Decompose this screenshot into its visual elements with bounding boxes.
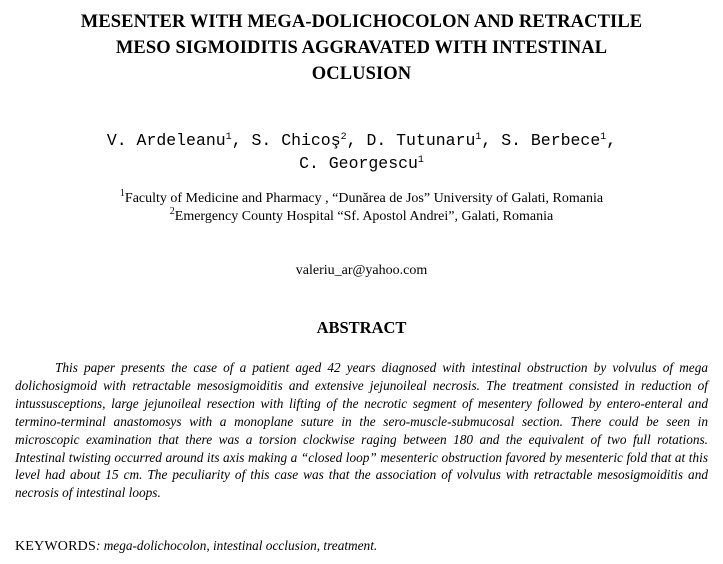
author-affiliation-mark: 1 — [225, 132, 232, 143]
author-line-1 — [20, 129, 703, 152]
author-line-2 — [20, 152, 703, 175]
author-affiliation-mark: 1 — [600, 132, 607, 143]
keywords-label: KEYWORDS — [15, 539, 96, 554]
author-separator: , — [606, 131, 617, 150]
title-line-1: MESENTER WITH MEGA-DOLICHOCOLON AND RETRACTILE — [80, 12, 643, 32]
author-affiliation-mark: 1 — [417, 155, 424, 166]
abstract-heading: ABSTRACT — [316, 318, 407, 337]
keywords-value: : mega-dolichocolon, intestinal occlusion, treatment. — [95, 538, 378, 553]
contact-email: valeriu_ar@yahoo.com — [295, 263, 428, 278]
author-separator: , — [481, 131, 502, 150]
author-affiliation-mark: 1 — [475, 132, 482, 143]
affiliation-text: Faculty of Medicine and Pharmacy , “Dunărea de Jos” University of Galati, Romania — [124, 191, 604, 206]
abstract-text: This paper presents the case of a patient aged 42 years diagnosed with intestinal obstruction by volvulus of mega dolichosigmoid with retractable mesosigmoiditis and extensive jejunoileal necrosis. The treatment consisted in reduction of intussusceptions, large jejunoileal resection with lifting of the necrotic segment of mesentery followed by entero-enteral and termino-terminal anastomosys with a monoplane suture in the sero-muscle-submucosal section. There could be seen in microscopic examination that there was a torsion clockwise raging between 180 and the equivalent of two full rotations. Intestinal twisting occurred around its axis making a “closed loop” mesenteric obstruction favored by mesenteric fold that at this level had about 15 cm. The peculiarity of this case was that the association of volvulus with retractable mesosigmoiditis and necrosis of intestinal loops. — [15, 360, 708, 501]
author-name: C. Georgescu — [299, 154, 418, 173]
author-name: S. Berbece — [501, 131, 601, 150]
author-separator: , — [346, 131, 367, 150]
title-line-2: MESO SIGMOIDITIS AGGRAVATED WITH INTESTINAL — [115, 38, 608, 58]
author-name: S. Chicoş — [251, 131, 341, 150]
paper-title — [20, 9, 703, 87]
title-line-3: OCLUSION — [311, 64, 412, 84]
author-separator: , — [231, 131, 252, 150]
affiliation-text: Emergency County Hospital “Sf. Apostol Andrei”, Galati, Romania — [174, 209, 554, 224]
affiliation-item — [20, 208, 703, 226]
author-name: V. Ardeleanu — [106, 131, 226, 150]
affiliation-list — [20, 190, 703, 226]
keywords-line — [15, 537, 708, 556]
affiliation-mark: 2 — [169, 206, 175, 217]
author-list — [20, 129, 703, 175]
affiliation-item — [20, 190, 703, 208]
author-affiliation-mark: 2 — [340, 132, 347, 143]
author-name: D. Tutunaru — [366, 131, 476, 150]
affiliation-mark: 1 — [119, 188, 125, 199]
